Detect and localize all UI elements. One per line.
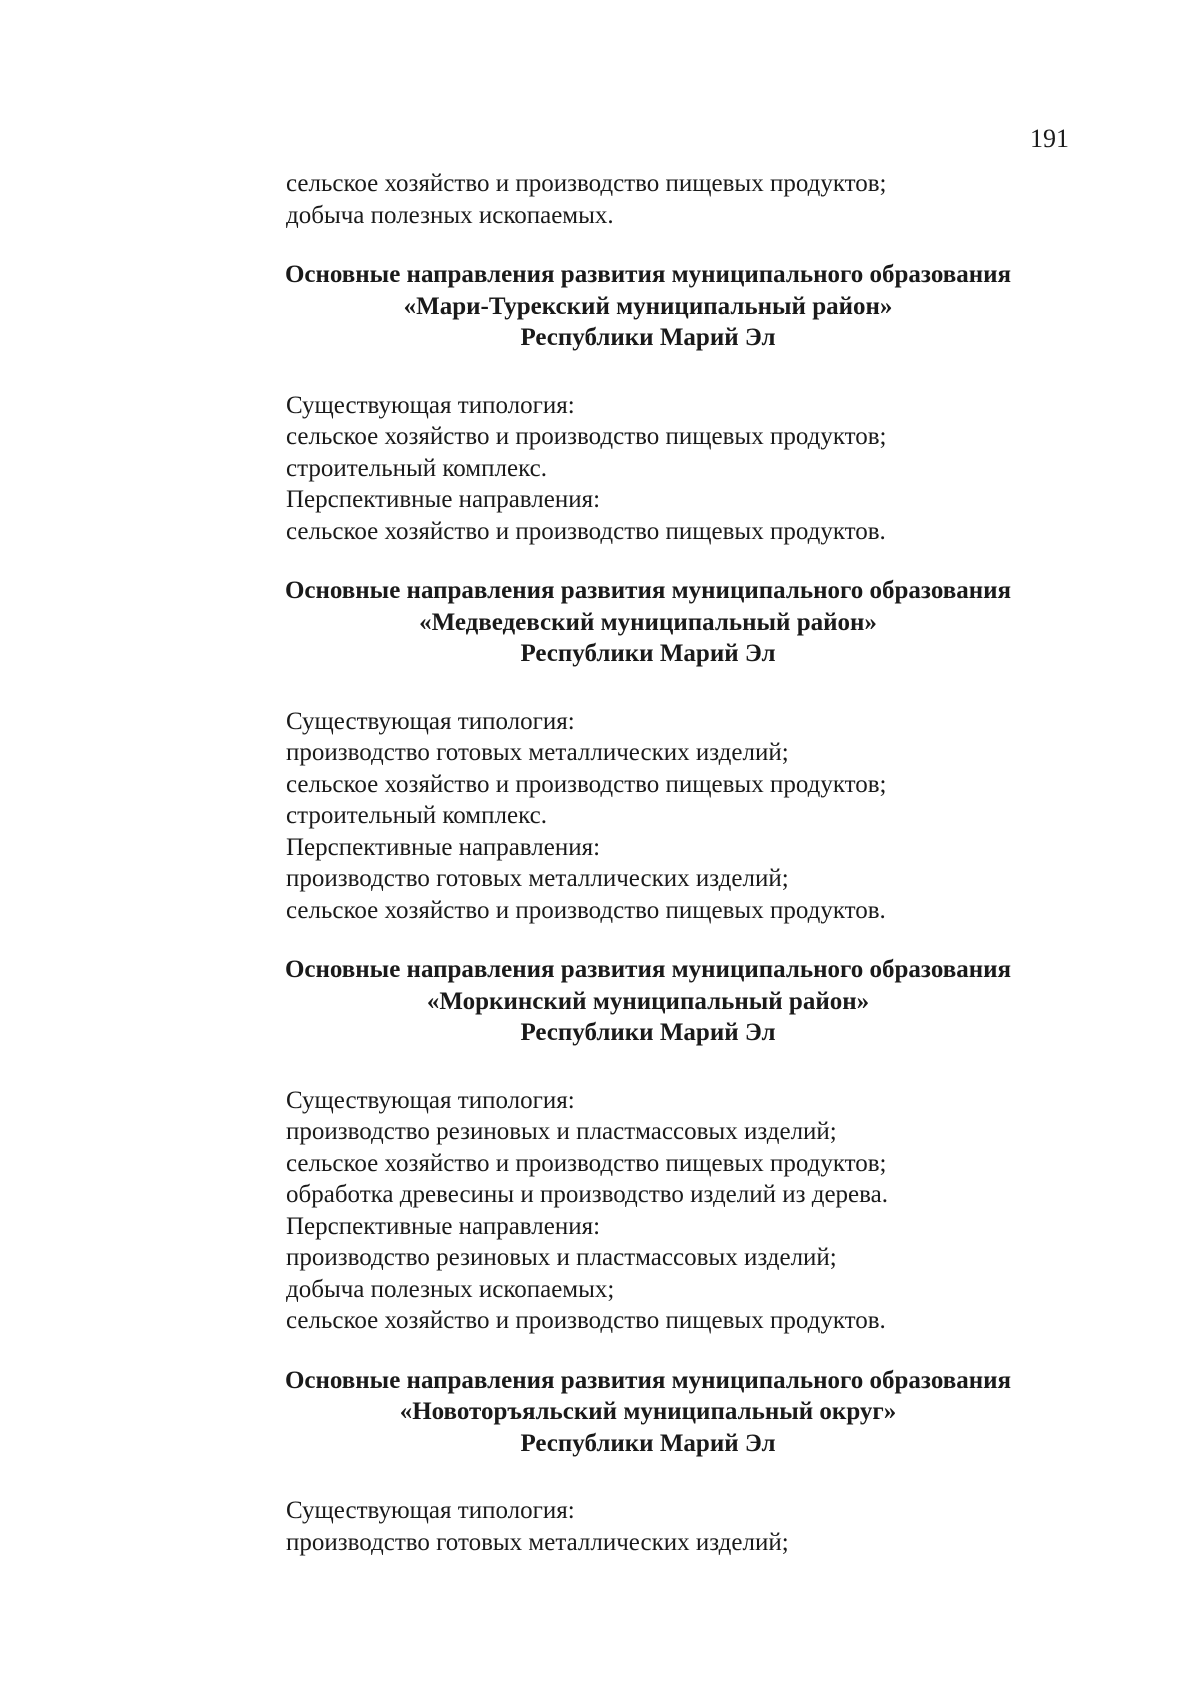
text-line: добыча полезных ископаемых;	[286, 1275, 615, 1303]
section-heading	[0, 575, 1200, 670]
text-line: Перспективные направления:	[286, 486, 601, 513]
heading-line: Основные направления развития муниципального образования	[284, 577, 1012, 604]
text-line: сельское хозяйство и производство пищевых продуктов;	[286, 1149, 887, 1177]
text-line: производство резиновых и пластмассовых изделий;	[286, 1118, 837, 1145]
text-line: сельское хозяйство и производство пищевых продуктов.	[286, 1307, 886, 1334]
heading-line: Республики Марий Эл	[520, 1429, 776, 1457]
text-line: Существующая типология:	[286, 1086, 575, 1114]
heading-line: «Новоторъяльский муниципальный округ»	[399, 1398, 897, 1425]
page-number: 191	[1030, 124, 1069, 153]
text-line: Существующая типология:	[286, 1497, 575, 1524]
heading-line: Республики Марий Эл	[520, 1019, 776, 1046]
text-line: производство готовых металлических изделий;	[286, 1528, 789, 1556]
heading-line: «Моркинский муниципальный район»	[426, 987, 870, 1015]
section-heading	[0, 259, 1200, 354]
text-line: сельское хозяйство и производство пищевых продуктов;	[286, 423, 887, 450]
section-heading	[0, 954, 1200, 1049]
section-body	[0, 390, 1200, 548]
text-line: производство готовых металлических изделий;	[286, 739, 789, 766]
text-line: производство резиновых и пластмассовых изделий;	[286, 1244, 837, 1271]
text-line: Существующая типология:	[286, 707, 575, 735]
text-line: Перспективные направления:	[286, 833, 601, 861]
section-body	[0, 1495, 1200, 1558]
heading-line: «Медведевский муниципальный район»	[419, 608, 877, 636]
heading-line: Республики Марий Эл	[520, 640, 776, 667]
heading-line: «Мари-Турекский муниципальный район»	[403, 292, 893, 320]
text-line: обработка древесины и производство изделий из дерева.	[286, 1181, 888, 1208]
text-line: строительный комплекс.	[286, 802, 547, 829]
text-line: сельское хозяйство и производство пищевых продуктов.	[286, 517, 886, 545]
text-line: Существующая типология:	[286, 391, 575, 419]
heading-line: Основные направления развития муниципального образования	[284, 956, 1012, 983]
text-line: добыча полезных ископаемых.	[286, 201, 614, 229]
document-body	[0, 168, 1200, 1558]
section-heading	[0, 1365, 1200, 1460]
heading-line: Республики Марий Эл	[520, 324, 776, 351]
text-line: производство готовых металлических изделий;	[286, 865, 789, 892]
text-line: сельское хозяйство и производство пищевых продуктов.	[286, 896, 886, 924]
text-line: Перспективные направления:	[286, 1212, 601, 1240]
text-line: сельское хозяйство и производство пищевых продуктов;	[286, 770, 887, 798]
heading-line: Основные направления развития муниципального образования	[284, 261, 1012, 288]
text-line: строительный комплекс.	[286, 454, 547, 482]
text-line: сельское хозяйство и производство пищевых продуктов;	[286, 170, 887, 197]
intro-block	[0, 168, 1200, 231]
section-body	[0, 1085, 1200, 1337]
heading-line: Основные направления развития муниципального образования	[284, 1366, 1012, 1394]
section-body	[0, 706, 1200, 927]
